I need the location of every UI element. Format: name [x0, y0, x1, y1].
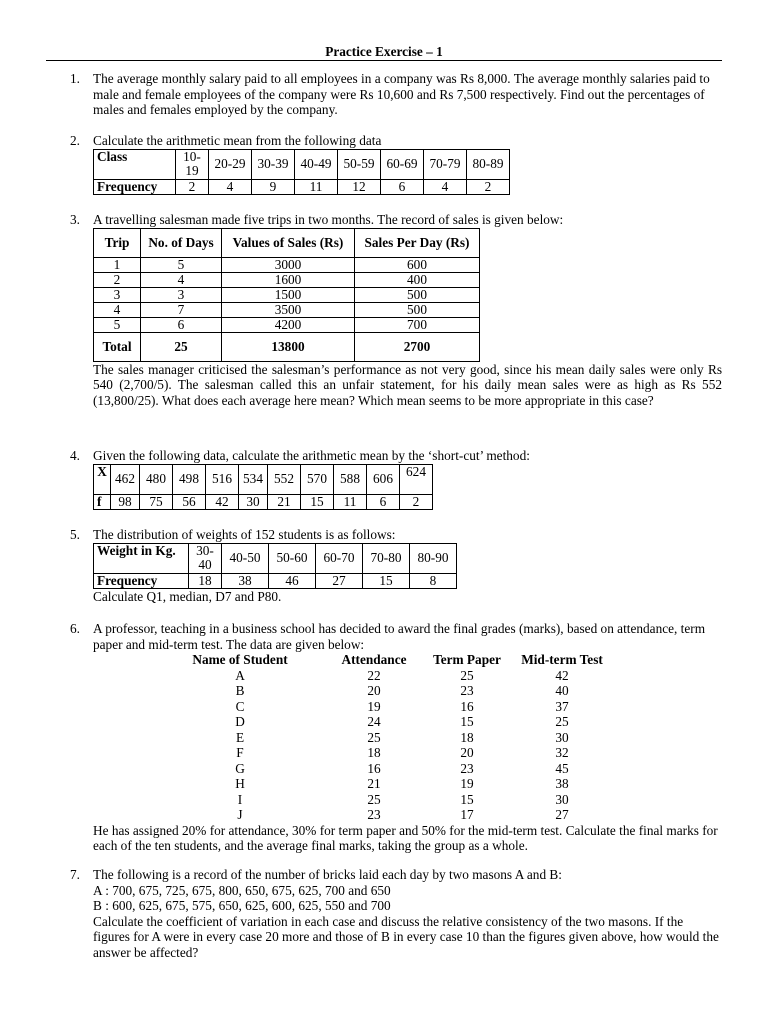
table-cell: 20	[367, 683, 381, 698]
table-cell: 2	[94, 272, 141, 287]
table-header-row	[94, 228, 480, 257]
table-cell: 5	[94, 317, 141, 332]
table-cell: 27	[555, 807, 569, 822]
table-cell: 18	[367, 745, 381, 760]
table-cell: 40	[555, 683, 569, 698]
table-cell: 19	[367, 698, 381, 714]
table-cell: A	[235, 667, 245, 683]
table-row	[154, 776, 612, 792]
table-row	[94, 464, 433, 494]
table-row	[154, 745, 612, 761]
table-cell: 4200	[222, 317, 355, 332]
table-cell: 8	[410, 573, 457, 588]
table-cell: 15	[460, 791, 474, 807]
class-frequency-table	[93, 149, 510, 195]
table-row	[94, 179, 510, 194]
table-row	[154, 761, 612, 777]
question-text: The average monthly salary paid to all employees in a company was Rs 8,000. The average monthly salaries paid to male and female employees of the company were Rs 10,600 and Rs 7,500 respectively. Find out the percentages of males and females employed by the company.	[93, 71, 710, 117]
table-cell: 6	[367, 494, 400, 509]
table-cell: 13800	[222, 332, 355, 361]
table-cell: 30-39	[252, 149, 295, 179]
table-cell: 23	[460, 760, 474, 776]
table-row	[94, 494, 433, 509]
table-cell: 40-49	[295, 149, 338, 179]
table-cell: 23	[367, 807, 381, 822]
table-cell: J	[237, 807, 243, 822]
table-cell: 56	[173, 494, 206, 509]
table-cell: 570	[301, 464, 334, 494]
question-6	[70, 621, 722, 854]
table-cell: 46	[269, 573, 316, 588]
table-cell: 11	[295, 179, 338, 194]
table-cell: G	[235, 760, 245, 776]
question-5	[70, 527, 722, 604]
table-cell: 5	[141, 257, 222, 272]
table-cell: 4	[209, 179, 252, 194]
table-cell: 6	[141, 317, 222, 332]
table-cell: 534	[239, 464, 268, 494]
table-row	[94, 543, 457, 573]
question-number: 6.	[70, 621, 80, 636]
column-header: No. of Days	[141, 228, 222, 257]
table-row	[154, 683, 612, 699]
table-row	[94, 287, 480, 302]
table-cell: 25	[367, 729, 381, 745]
table-cell: 7	[141, 302, 222, 317]
table-cell: 22	[367, 667, 381, 683]
table-cell: 15	[460, 714, 474, 729]
question-followup-text: Calculate Q1, median, D7 and P80.	[93, 588, 282, 604]
table-cell: 25	[555, 714, 569, 729]
table-cell: 1500	[222, 287, 355, 302]
table-row	[94, 149, 510, 179]
table-cell: 552	[268, 464, 301, 494]
table-cell: 38	[555, 776, 569, 791]
question-number: 1.	[70, 71, 80, 86]
column-header: Mid-term Test	[521, 652, 603, 667]
table-cell: 17	[460, 807, 474, 822]
row-label: X	[94, 464, 111, 494]
table-cell: 700	[355, 317, 480, 332]
table-row	[154, 807, 612, 823]
column-header: Attendance	[341, 652, 407, 667]
row-label: f	[94, 494, 111, 509]
question-2	[70, 133, 722, 195]
question-3	[70, 212, 722, 408]
table-cell: 606	[367, 464, 400, 494]
table-cell: E	[235, 729, 245, 745]
table-cell: 30	[239, 494, 268, 509]
table-cell: 30	[555, 791, 569, 807]
table-cell: 10-19	[176, 149, 209, 179]
table-cell: 1	[94, 257, 141, 272]
table-cell: 4	[424, 179, 467, 194]
table-cell: 15	[363, 573, 410, 588]
column-header: Term Paper	[433, 652, 501, 667]
table-cell: B	[235, 683, 245, 698]
table-cell: 6	[381, 179, 424, 194]
table-cell: 18	[189, 573, 222, 588]
row-label: Weight in Kg.	[94, 543, 189, 573]
table-cell: 3	[94, 287, 141, 302]
table-cell: 25	[367, 791, 381, 807]
question-number: 5.	[70, 527, 80, 542]
table-cell: 588	[334, 464, 367, 494]
table-cell: 20-29	[209, 149, 252, 179]
table-row	[94, 257, 480, 272]
column-header: Name of Student	[192, 652, 288, 667]
question-number: 4.	[70, 448, 80, 463]
table-cell: 11	[334, 494, 367, 509]
table-cell: 21	[268, 494, 301, 509]
table-cell: 60-69	[381, 149, 424, 179]
table-cell: 600	[355, 257, 480, 272]
question-number: 2.	[70, 133, 80, 148]
table-cell: I	[237, 791, 243, 807]
table-cell: 15	[301, 494, 334, 509]
question-text: The distribution of weights of 152 students is as follows:	[93, 527, 396, 542]
table-cell: 60-70	[316, 543, 363, 573]
question-4	[70, 448, 722, 510]
question-number: 3.	[70, 212, 80, 227]
table-cell: F	[236, 745, 244, 760]
question-7	[70, 867, 722, 960]
column-header: Trip	[94, 228, 141, 257]
table-cell: 480	[140, 464, 173, 494]
table-cell: 45	[555, 760, 569, 776]
table-row	[94, 317, 480, 332]
table-cell: 37	[555, 698, 569, 714]
question-followup-text: Calculate the coefficient of variation in each case and discuss the relative consistency of the two masons. If the figures for A were in every case 20 more and those of B in every case 10 than the figures given above, how would the answer be affected?	[93, 913, 719, 960]
table-cell: 500	[355, 287, 480, 302]
student-marks-table	[154, 652, 612, 823]
table-cell: 50-60	[269, 543, 316, 573]
table-cell: 98	[111, 494, 140, 509]
column-header: Values of Sales (Rs)	[222, 228, 355, 257]
table-cell: 1600	[222, 272, 355, 287]
table-cell: 4	[94, 302, 141, 317]
question-followup-text: He has assigned 20% for attendance, 30% for term paper and 50% for the mid-term test. Calculate the final marks for each of the ten students, and the average final marks, taking the group as a whole.	[93, 822, 718, 853]
table-cell: 50-59	[338, 149, 381, 179]
table-cell: 462	[111, 464, 140, 494]
table-row	[154, 668, 612, 684]
table-cell: 70-80	[363, 543, 410, 573]
table-cell: 2	[176, 179, 209, 194]
table-cell: C	[235, 698, 245, 714]
column-header: Sales Per Day (Rs)	[355, 228, 480, 257]
table-cell: 42	[206, 494, 239, 509]
table-cell: 21	[367, 776, 381, 791]
table-cell: 38	[222, 573, 269, 588]
question-text: A professor, teaching in a business school has decided to award the final grades (marks), based on attendance, term paper and mid-term test. The data are given below:	[93, 621, 706, 652]
table-cell: 2700	[355, 332, 480, 361]
table-cell: 516	[206, 464, 239, 494]
table-cell: 9	[252, 179, 295, 194]
weight-frequency-table	[93, 543, 457, 589]
mason-b-record: B : 600, 625, 675, 575, 650, 625, 600, 625, 550 and 700	[93, 898, 391, 913]
table-cell: 25	[141, 332, 222, 361]
x-f-table	[93, 464, 433, 510]
table-cell: 3	[141, 287, 222, 302]
table-cell: 2	[400, 494, 433, 509]
table-cell: 23	[460, 683, 474, 698]
table-cell: 27	[316, 573, 363, 588]
table-cell: 40-50	[222, 543, 269, 573]
table-cell: 19	[460, 776, 474, 791]
table-cell: 498	[173, 464, 206, 494]
table-cell: 3000	[222, 257, 355, 272]
table-row	[94, 272, 480, 287]
table-cell: 25	[460, 667, 474, 683]
table-cell: 20	[460, 745, 474, 760]
table-cell: 75	[140, 494, 173, 509]
table-cell: 16	[460, 698, 474, 714]
table-cell: 2	[467, 179, 510, 194]
table-row	[94, 302, 480, 317]
table-cell: 400	[355, 272, 480, 287]
table-row	[94, 573, 457, 588]
question-text: The following is a record of the number of bricks laid each day by two masons A and B:	[93, 867, 562, 882]
total-label: Total	[94, 332, 141, 361]
table-header-row	[154, 652, 612, 668]
table-row	[154, 792, 612, 808]
table-cell: 24	[367, 714, 381, 729]
question-text: Calculate the arithmetic mean from the following data	[93, 133, 382, 148]
table-row	[154, 730, 612, 746]
table-cell: 4	[141, 272, 222, 287]
question-text: Given the following data, calculate the arithmetic mean by the ‘short-cut’ method:	[93, 448, 530, 463]
table-row	[154, 699, 612, 715]
sales-table	[93, 228, 480, 362]
question-1	[70, 71, 722, 118]
page-title: Practice Exercise – 1	[325, 44, 443, 59]
table-cell: 30	[555, 729, 569, 745]
table-cell: 80-89	[467, 149, 510, 179]
table-cell: 42	[555, 667, 569, 683]
table-cell: 16	[367, 760, 381, 776]
table-cell: 12	[338, 179, 381, 194]
table-row	[154, 714, 612, 730]
table-cell: 80-90	[410, 543, 457, 573]
row-label: Class	[94, 149, 176, 179]
table-cell: H	[235, 776, 245, 791]
table-cell: D	[235, 714, 245, 729]
table-total-row	[94, 332, 480, 361]
table-cell: 70-79	[424, 149, 467, 179]
table-cell: 500	[355, 302, 480, 317]
title-rule	[46, 60, 722, 61]
question-text: A travelling salesman made five trips in two months. The record of sales is given below:	[93, 212, 564, 227]
table-cell: 624	[400, 464, 433, 494]
question-followup-text: The sales manager criticised the salesman’s performance as not very good, since his mean daily sales were only Rs 540 (2,700/5). The salesman called this an unfair statement, for his daily mean sales were as high as Rs 552 (13,800/25). What does each average here mean? Which mean seems to be more appropriate in this case?	[93, 361, 722, 408]
mason-a-record: A : 700, 675, 725, 675, 800, 650, 675, 625, 700 and 650	[93, 882, 391, 898]
question-number: 7.	[70, 867, 80, 882]
table-cell: 18	[460, 729, 474, 745]
table-cell: 32	[555, 745, 569, 760]
row-label: Frequency	[94, 179, 176, 194]
table-cell: 3500	[222, 302, 355, 317]
table-cell: 30-40	[189, 543, 222, 573]
row-label: Frequency	[94, 573, 189, 588]
